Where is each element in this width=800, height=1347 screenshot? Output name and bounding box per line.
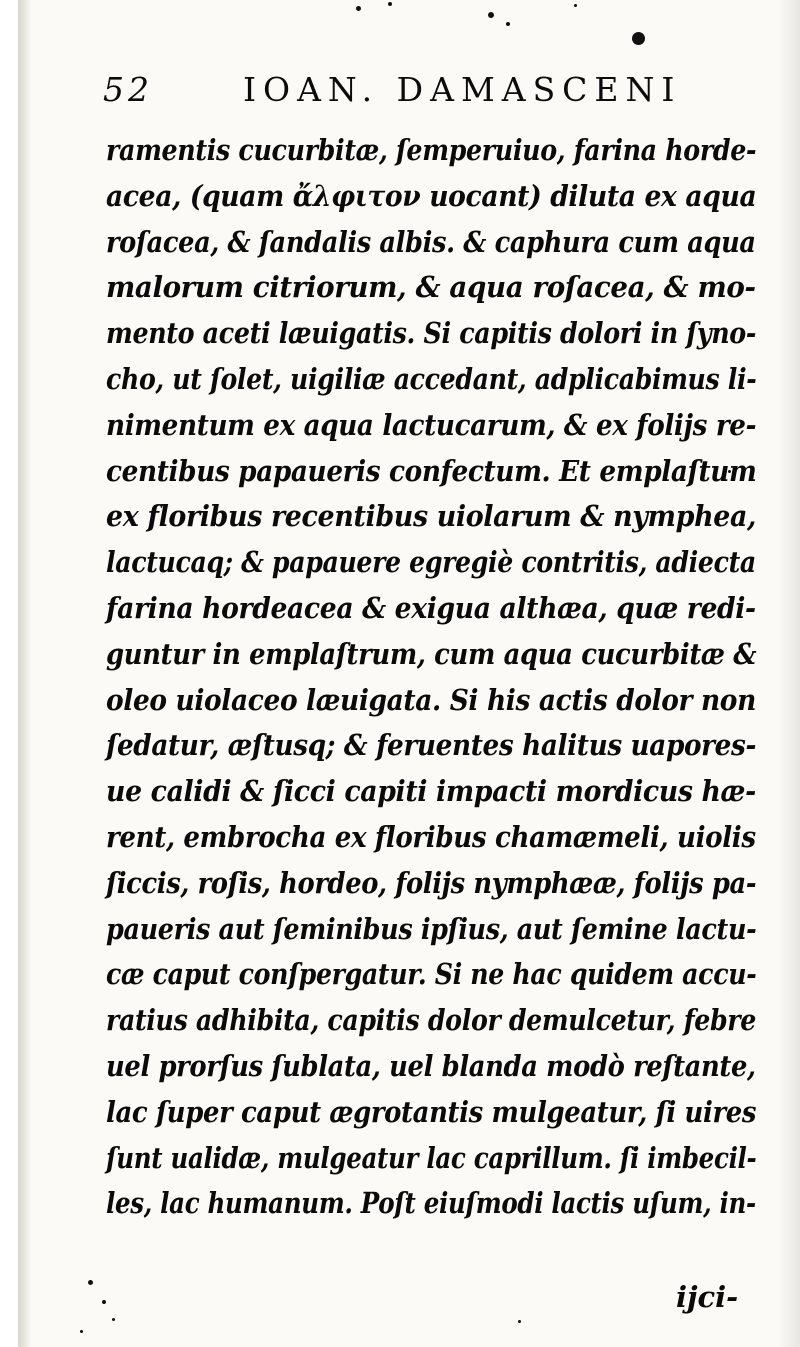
ink-speck [574, 4, 577, 7]
text-line: cho, ut ſolet, uigiliæ accedant, adplicabimus li- [106, 361, 757, 396]
ink-speck [88, 1280, 93, 1285]
ink-speck [632, 32, 645, 45]
ink-speck [112, 1318, 115, 1321]
text-line: acea, (quam ἄλφιτον uocant) diluta ex aqua [106, 178, 757, 213]
text-line: uel prorſus ſublata, uel blanda modò reſtante, [106, 1048, 756, 1083]
text-line: ſedatur, æſtusq; & feruentes halitus uapores- [106, 728, 757, 763]
ink-speck [518, 1320, 521, 1323]
book-page [18, 0, 778, 1347]
ink-speck [356, 6, 361, 11]
text-line: ue calidi & ſicci capiti impacti mordicus hæ- [106, 774, 756, 809]
text-line: ramentis cucurbitæ, ſemperuiuo, farina horde- [106, 133, 757, 167]
ink-speck [506, 22, 510, 26]
text-line: guntur in emplaſtrum, cum aqua cucurbitæ & [106, 636, 757, 671]
text-line: oleo uiolaceo læuigata. Si his actis dolor non [106, 682, 756, 717]
text-line: cæ caput conſpergatur. Si ne hac quidem accu- [106, 957, 757, 992]
text-line: lac ſuper caput ægrotantis mulgeatur, ſi uires [106, 1094, 757, 1129]
body-text [106, 128, 756, 1227]
text-line: roſacea, & ſandalis albis. & caphura cum aqua [106, 224, 756, 259]
text-line: les, lac humanum. Poſt eiuſmodi lactis uſum, in- [106, 1186, 756, 1221]
text-line: mento aceti læuigatis. Si capitis dolori in ſyno- [106, 316, 757, 351]
text-line: centibus papaueris confectum. Et emplaſtum [106, 453, 757, 488]
text-line: farina hordeacea & exigua althæa, quæ redi- [106, 590, 756, 625]
text-line: ratius adhibita, capitis dolor demulcetur, febre [106, 1003, 756, 1038]
text-line: nimentum ex aqua lactucarum, & ex folijs re- [106, 407, 757, 442]
text-line: lactucaq; & papauere egregiè contritis, adiecta [106, 545, 756, 580]
ink-speck [388, 2, 392, 6]
text-line: ſiccis, roſis, hordeo, folijs nymphææ, folijs pa- [106, 865, 757, 900]
text-line: ſunt ualidæ, mulgeatur lac caprillum. ſi imbecil- [106, 1140, 757, 1175]
running-head [103, 70, 723, 116]
ink-speck [488, 12, 494, 18]
ink-speck [102, 1300, 106, 1304]
page-edge [778, 0, 800, 1347]
text-line: ex floribus recentibus uiolarum & nymphea, [106, 499, 757, 534]
page-number: 52 [103, 70, 153, 109]
text-line: paueris aut ſeminibus ipſius, aut ſemine lactu- [106, 911, 757, 946]
page-header-title: IOAN. DAMASCENI [243, 70, 682, 109]
ink-speck [80, 1330, 83, 1333]
text-line: malorum citriorum, & aqua roſacea, & mo- [106, 270, 756, 305]
gutter-shadow [18, 0, 32, 1347]
catchword: ijci- [676, 1280, 739, 1314]
text-line: rent, embrocha ex floribus chamæmeli, uiolis [106, 819, 756, 854]
